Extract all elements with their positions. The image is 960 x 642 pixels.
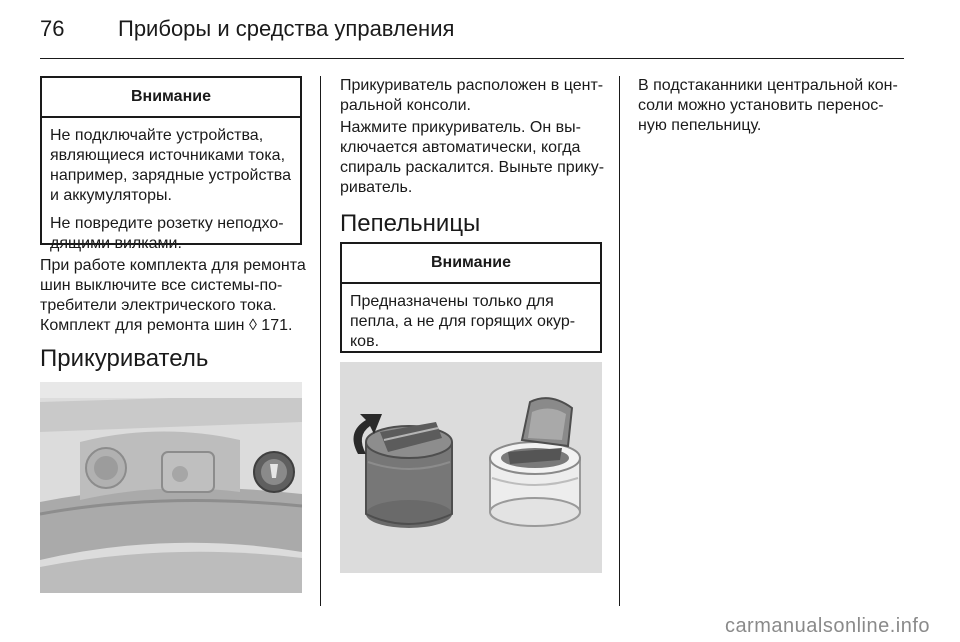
cigarette-lighter-illustration [40, 382, 302, 593]
column-divider-1 [320, 76, 321, 606]
header-rule [40, 58, 904, 59]
footer-watermark: carmanualsonline.info [724, 615, 930, 637]
warning-text-plugs: Не повредите розетку неподхо- дящими вилками. [50, 215, 284, 252]
repair-kit-text: При работе комплекта для ремонта шин выключите все системы-по- требители электрического тока. Комплект для ремонта шин [40, 257, 306, 334]
page-title: Приборы и средства управления [118, 16, 455, 41]
warning-box-sockets [40, 76, 302, 252]
warning-text-ashtrays: Предназначены только для пепла, а не для горящих окур- ков. [350, 293, 576, 350]
ashtray-drawing [340, 362, 602, 573]
warning-heading: Внимание [42, 78, 300, 118]
heading-cigarette-lighter: Прикуриватель [40, 345, 209, 372]
page-number: 76 [40, 16, 65, 41]
warning-heading-ashtrays: Внимание [342, 244, 600, 284]
heading-ashtrays: Пепельницы [340, 210, 481, 237]
lighter-location-paragraph: Прикуриватель расположен в цент- ральной консоли. [340, 77, 604, 114]
warning-box-ashtrays [340, 242, 602, 353]
warning-text-devices: Не подключайте устройства, являющиеся источниками тока, например, зарядные устройства и аккумуляторы. [50, 127, 291, 204]
portable-ashtray-paragraph: В подстаканники центральной кон- соли можно установить перенос- ную пепельницу. [638, 77, 898, 134]
page-ref-number: 171. [256, 317, 293, 334]
ashtray-illustration [340, 362, 602, 573]
column-divider-2 [619, 76, 620, 606]
lighter-usage-paragraph: Нажмите прикуриватель. Он вы- ключается автоматически, когда спираль раскалится. Выньте прику- риватель. [340, 119, 605, 196]
page-ref-icon: ◊ [248, 317, 257, 334]
console-drawing [40, 382, 302, 593]
repair-kit-paragraph [40, 256, 315, 336]
